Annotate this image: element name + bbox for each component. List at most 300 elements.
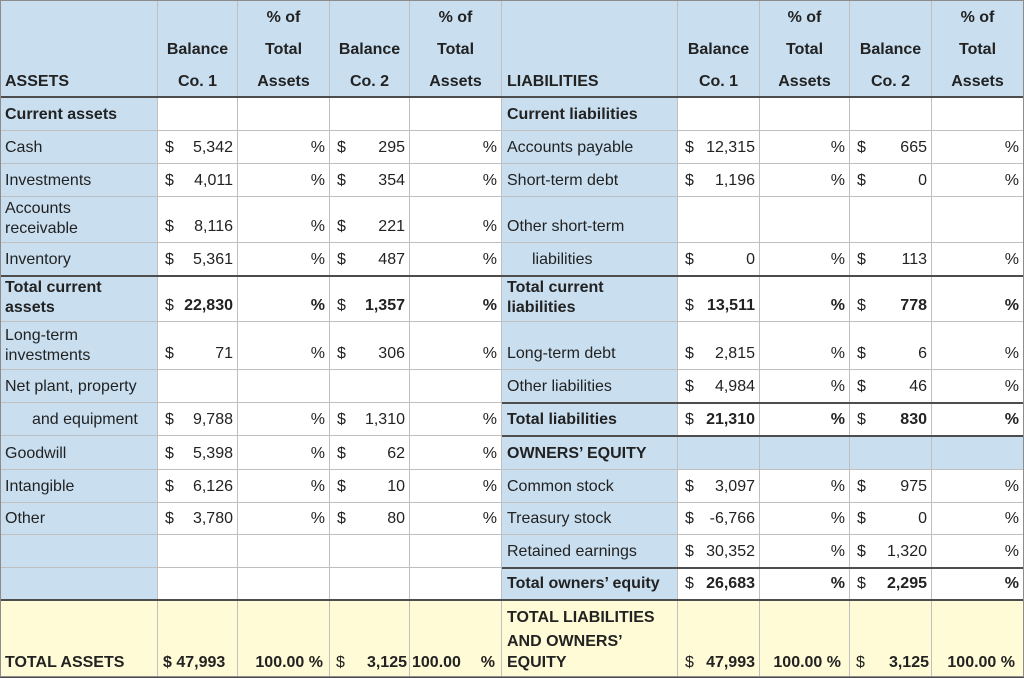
asset-b1-cell [158, 322, 238, 370]
percent-value: % [482, 297, 497, 314]
row-label: Short-term debt [507, 172, 619, 189]
total-assets-pct-co2: 100.00 [412, 654, 461, 671]
asset-b2-cell [330, 164, 410, 197]
liability-p1-cell [760, 164, 850, 197]
liability-label-cell [502, 436, 678, 470]
header-text: % of [787, 9, 822, 26]
balance-value: 13,511 [706, 297, 755, 314]
asset-p1-cell [238, 276, 330, 322]
asset-p1-cell [238, 243, 330, 276]
currency-sign: $ [337, 218, 346, 235]
total-assets-pct-co1: 100.00 % [255, 654, 323, 671]
row-label: liabilities [507, 299, 576, 316]
liability-b2-cell [850, 568, 932, 600]
header-pct-co1 [238, 0, 330, 97]
balance-value: 113 [901, 251, 927, 268]
row-label: Treasury stock [507, 510, 612, 527]
balance-value: 1,357 [364, 297, 405, 314]
balance-value: 21,310 [706, 411, 755, 428]
asset-p2-cell [410, 243, 502, 276]
percent-value: % [830, 345, 845, 362]
asset-b2-cell [330, 503, 410, 535]
total-assets-label: TOTAL ASSETS [5, 654, 125, 671]
asset-p1-cell [238, 164, 330, 197]
asset-p1-cell [238, 97, 330, 131]
percent-value: % [482, 411, 497, 428]
balance-value: 10 [387, 478, 405, 495]
asset-label-cell [0, 131, 158, 164]
percent-value: % [1004, 378, 1019, 395]
percent-value: % [310, 139, 325, 156]
equity-header-cell [850, 436, 932, 470]
percent-value: % [1004, 297, 1019, 314]
asset-label-cell [0, 568, 158, 600]
liability-b1-cell [678, 370, 760, 403]
row-label: Other liabilities [507, 378, 612, 395]
currency-sign: $ [337, 411, 346, 428]
balance-value: 62 [387, 445, 405, 462]
currency-sign: $ [685, 251, 694, 268]
asset-b1-cell [158, 243, 238, 276]
row-label: Accounts [5, 200, 71, 217]
asset-p1-cell [238, 197, 330, 243]
liability-b2-cell [850, 535, 932, 568]
currency-sign: $ [857, 297, 866, 314]
asset-p2-cell [410, 131, 502, 164]
liability-p1-cell [760, 322, 850, 370]
header-text: Total [436, 41, 475, 58]
balance-value: 1,320 [886, 543, 927, 560]
total-equity-rule-top [502, 567, 1024, 569]
asset-p2-cell [410, 503, 502, 535]
header-text: Total [958, 41, 997, 58]
liability-label-cell [502, 470, 678, 503]
liability-p2-cell [932, 243, 1024, 276]
percent-value: % [310, 218, 325, 235]
header-text: Assets [778, 73, 831, 90]
liability-b1-cell [678, 164, 760, 197]
liability-p2-cell [932, 164, 1024, 197]
balance-value: 1,196 [714, 172, 755, 189]
header-text: Balance [338, 41, 401, 58]
asset-b2-cell [330, 370, 410, 403]
asset-empty-cell [238, 568, 330, 600]
total-liab-p1-cell [760, 600, 850, 677]
header-balance-co2 [330, 0, 410, 97]
balance-value: 0 [918, 510, 927, 527]
header-text: % of [438, 9, 473, 26]
grand-total-rule [0, 599, 1024, 601]
header-text: Assets [257, 73, 310, 90]
currency-sign: $ [165, 510, 174, 527]
header-text: Total [785, 41, 824, 58]
asset-label-cell [0, 164, 158, 197]
percent-value: % [830, 251, 845, 268]
currency-sign: $ [857, 378, 866, 395]
balance-value: 0 [918, 172, 927, 189]
total-liab-label: EQUITY [507, 654, 567, 671]
liability-label-cell [502, 164, 678, 197]
total-liabilities-rule-bottom [502, 435, 1024, 437]
liability-p1-cell [760, 470, 850, 503]
balance-value: 4,011 [194, 172, 233, 189]
balance-value: 5,398 [192, 445, 233, 462]
header-text: Balance [166, 41, 229, 58]
currency-sign: $ [337, 445, 346, 462]
asset-p2-cell [410, 370, 502, 403]
liability-label-cell [502, 503, 678, 535]
equity-header-cell [678, 436, 760, 470]
total-assets-balance-co1: $ 47,993 [163, 654, 226, 671]
percent-value: % [1004, 251, 1019, 268]
currency-sign: $ [857, 345, 866, 362]
asset-label-cell [0, 322, 158, 370]
liability-p2-cell [932, 470, 1024, 503]
percent-value: % [830, 510, 845, 527]
asset-b2-cell [330, 470, 410, 503]
header-text: Assets [951, 73, 1004, 90]
asset-label-cell [0, 370, 158, 403]
liability-label-cell [502, 197, 678, 243]
balance-value: 30,352 [706, 543, 755, 560]
asset-label-cell [0, 470, 158, 503]
header-balance-co1 [678, 0, 760, 97]
balance-value: 354 [378, 172, 405, 189]
percent-value: % [310, 445, 325, 462]
header-pct-co1 [760, 0, 850, 97]
row-label: assets [5, 299, 55, 316]
liability-b1-cell [678, 503, 760, 535]
asset-p1-cell [238, 370, 330, 403]
row-label: Total current [5, 279, 102, 296]
asset-b1-cell [158, 436, 238, 470]
liability-b2-cell [850, 470, 932, 503]
asset-p2-cell [410, 470, 502, 503]
currency-sign: $ [857, 510, 866, 527]
liability-p2-cell [932, 322, 1024, 370]
percent-value: % [1004, 510, 1019, 527]
percent-value: % [310, 345, 325, 362]
total-assets-balance-co2: 3,125 [366, 654, 407, 671]
balance-value: 6 [918, 345, 927, 362]
asset-b2-cell [330, 403, 410, 436]
asset-p1-cell [238, 131, 330, 164]
asset-b1-cell [158, 97, 238, 131]
total-assets-b1-cell [158, 600, 238, 677]
currency-sign: $ [165, 218, 174, 235]
liability-b1-cell [678, 276, 760, 322]
total-liabilities-rule-top [502, 402, 1024, 404]
header-divider [0, 96, 1024, 98]
asset-b2-cell [330, 276, 410, 322]
balance-value: -6,766 [709, 510, 755, 527]
liability-label-cell [502, 276, 678, 322]
row-label: Intangible [5, 478, 75, 495]
currency-sign: $ [685, 510, 694, 527]
balance-value: 975 [900, 478, 927, 495]
currency-sign: $ [165, 411, 174, 428]
liability-p2-cell [932, 276, 1024, 322]
liability-label-cell [502, 403, 678, 436]
asset-p2-cell [410, 164, 502, 197]
liability-b1-cell [678, 568, 760, 600]
asset-empty-cell [238, 535, 330, 568]
liability-label-cell [502, 568, 678, 600]
row-label: Long-term [5, 327, 78, 344]
balance-value: 3,097 [714, 478, 755, 495]
liability-b1-cell [678, 243, 760, 276]
row-label: Inventory [5, 251, 71, 268]
asset-p2-cell [410, 403, 502, 436]
asset-empty-cell [158, 535, 238, 568]
asset-label-cell [0, 535, 158, 568]
row-label: liabilities [532, 251, 593, 268]
liability-b1-cell [678, 403, 760, 436]
currency-sign: $ [685, 345, 694, 362]
total-liab-pct-co1: 100.00 % [773, 654, 841, 671]
liability-p2-cell [932, 403, 1024, 436]
currency-sign: $ [857, 575, 866, 592]
liability-b2-cell [850, 503, 932, 535]
currency-sign: $ [165, 251, 174, 268]
asset-p1-cell [238, 470, 330, 503]
liability-p1-cell [760, 276, 850, 322]
asset-p1-cell [238, 436, 330, 470]
row-label: Current assets [5, 106, 118, 123]
percent-value: % [310, 251, 325, 268]
asset-b2-cell [330, 243, 410, 276]
balance-value: 295 [378, 139, 405, 156]
percent-value: % [830, 139, 845, 156]
header-liabilities [502, 0, 678, 97]
total-liab-b1-cell [678, 600, 760, 677]
liability-p1-cell [760, 243, 850, 276]
asset-b1-cell [158, 403, 238, 436]
asset-b2-cell [330, 436, 410, 470]
header-text: Assets [429, 73, 482, 90]
asset-b2-cell [330, 131, 410, 164]
asset-b1-cell [158, 197, 238, 243]
currency-sign: $ [337, 139, 346, 156]
header-text: Balance [859, 41, 922, 58]
balance-value: 22,830 [184, 297, 233, 314]
percent-value: % [482, 172, 497, 189]
currency-sign: $ [336, 654, 345, 671]
percent-value: % [310, 411, 325, 428]
asset-p2-cell [410, 276, 502, 322]
liability-p2-cell [932, 197, 1024, 243]
percent-value: % [1004, 543, 1019, 560]
asset-empty-cell [410, 568, 502, 600]
liability-b2-cell [850, 276, 932, 322]
asset-label-cell [0, 503, 158, 535]
asset-b1-cell [158, 131, 238, 164]
asset-empty-cell [330, 535, 410, 568]
currency-sign: $ [165, 345, 174, 362]
balance-value: 665 [900, 139, 927, 156]
percent-value: % [830, 378, 845, 395]
percent-value: % [1004, 139, 1019, 156]
total-liab-p2-cell [932, 600, 1024, 677]
balance-value: 71 [215, 345, 233, 362]
row-label: Total owners’ equity [507, 575, 660, 592]
asset-b1-cell [158, 276, 238, 322]
header-text: Balance [687, 41, 750, 58]
total-liab-label-cell [502, 600, 678, 677]
currency-sign: $ [685, 297, 694, 314]
asset-empty-cell [158, 568, 238, 600]
asset-p2-cell [410, 322, 502, 370]
asset-empty-cell [410, 535, 502, 568]
percent-value: % [830, 543, 845, 560]
header-text: Co. 2 [870, 73, 911, 90]
total-assets-p1-cell [238, 600, 330, 677]
header-text: Co. 1 [698, 73, 739, 90]
row-label: Total liabilities [507, 411, 617, 428]
row-label: Other short-term [507, 218, 625, 235]
header-text: % of [960, 9, 995, 26]
total-liab-balance-co2: 3,125 [888, 654, 929, 671]
balance-value: 12,315 [706, 139, 755, 156]
asset-b1-cell [158, 164, 238, 197]
liability-label-cell [502, 97, 678, 131]
asset-label-cell [0, 243, 158, 276]
liability-label-cell [502, 243, 678, 276]
currency-sign: $ [685, 575, 694, 592]
percent-value: % [1004, 478, 1019, 495]
percent-value: % [830, 172, 845, 189]
asset-b1-cell [158, 370, 238, 403]
header-text: ASSETS [5, 73, 70, 90]
liability-p1-cell [760, 503, 850, 535]
header-text: Co. 1 [177, 73, 218, 90]
balance-value: 830 [900, 411, 927, 428]
balance-value: 2,815 [714, 345, 755, 362]
row-label: Common stock [507, 478, 614, 495]
balance-value: 487 [378, 251, 405, 268]
balance-value: 9,788 [192, 411, 233, 428]
currency-sign: $ [857, 411, 866, 428]
liability-p1-cell [760, 403, 850, 436]
header-text: Total [264, 41, 303, 58]
row-label: Goodwill [5, 445, 67, 462]
currency-sign: $ [685, 172, 694, 189]
currency-sign: $ [165, 172, 174, 189]
asset-b2-cell [330, 97, 410, 131]
balance-value: 1,310 [364, 411, 405, 428]
total-current-liabilities-rule [502, 275, 1024, 277]
percent-value: % [310, 297, 325, 314]
row-label: Retained earnings [507, 543, 637, 560]
percent-value: % [830, 411, 845, 428]
balance-value: 46 [909, 378, 927, 395]
liability-p2-cell [932, 131, 1024, 164]
row-label: Investments [5, 172, 92, 189]
liability-label-cell [502, 535, 678, 568]
balance-value: 6,126 [192, 478, 233, 495]
liability-b2-cell [850, 370, 932, 403]
total-liab-label: AND OWNERS’ [507, 633, 623, 650]
equity-header-cell [932, 436, 1024, 470]
liability-p1-cell [760, 97, 850, 131]
currency-sign: $ [337, 297, 346, 314]
row-label: OWNERS’ EQUITY [507, 445, 647, 462]
liability-b2-cell [850, 243, 932, 276]
currency-sign: $ [685, 478, 694, 495]
currency-sign: $ [857, 172, 866, 189]
asset-p2-cell [410, 197, 502, 243]
liability-p1-cell [760, 131, 850, 164]
balance-value: 5,342 [192, 139, 233, 156]
percent-value: % [482, 510, 497, 527]
row-label: Other [5, 510, 46, 527]
balance-value: 221 [378, 218, 405, 235]
asset-b1-cell [158, 470, 238, 503]
total-assets-b2-cell [330, 600, 410, 677]
liability-label-cell [502, 131, 678, 164]
currency-sign: $ [857, 543, 866, 560]
percent-value: % [1004, 575, 1019, 592]
percent-value: % [482, 345, 497, 362]
total-assets-p2-cell [410, 600, 502, 677]
balance-value: 2,295 [886, 575, 927, 592]
header-pct-co2 [932, 0, 1024, 97]
row-label: Accounts payable [507, 139, 634, 156]
percent-sign: % [480, 654, 495, 671]
liability-b1-cell [678, 470, 760, 503]
liability-p1-cell [760, 197, 850, 243]
currency-sign: $ [857, 478, 866, 495]
currency-sign: $ [685, 543, 694, 560]
header-balance-co2 [850, 0, 932, 97]
balance-value: 8,116 [194, 218, 233, 235]
liability-b1-cell [678, 97, 760, 131]
liability-p1-cell [760, 568, 850, 600]
percent-value: % [830, 478, 845, 495]
liability-p2-cell [932, 97, 1024, 131]
percent-value: % [1004, 172, 1019, 189]
asset-label-cell [0, 276, 158, 322]
liability-b2-cell [850, 197, 932, 243]
percent-value: % [310, 172, 325, 189]
currency-sign: $ [337, 345, 346, 362]
currency-sign: $ [165, 297, 174, 314]
liability-b1-cell [678, 535, 760, 568]
currency-sign: $ [165, 478, 174, 495]
total-liab-pct-co2: 100.00 % [947, 654, 1015, 671]
liability-p2-cell [932, 503, 1024, 535]
asset-label-cell [0, 403, 158, 436]
percent-value: % [1004, 411, 1019, 428]
row-label: receivable [5, 220, 78, 237]
liability-b2-cell [850, 164, 932, 197]
balance-value: 80 [387, 510, 405, 527]
total-liab-balance-co1: 47,993 [706, 654, 755, 671]
balance-value: 5,361 [192, 251, 233, 268]
percent-value: % [482, 251, 497, 268]
asset-label-cell [0, 97, 158, 131]
percent-value: % [1004, 345, 1019, 362]
balance-value: 4,984 [714, 378, 755, 395]
liability-b2-cell [850, 322, 932, 370]
asset-p1-cell [238, 503, 330, 535]
currency-sign: $ [685, 139, 694, 156]
total-assets-label-cell [0, 600, 158, 677]
asset-p1-cell [238, 322, 330, 370]
row-label: Cash [5, 139, 43, 156]
liability-label-cell [502, 370, 678, 403]
liability-b1-cell [678, 131, 760, 164]
